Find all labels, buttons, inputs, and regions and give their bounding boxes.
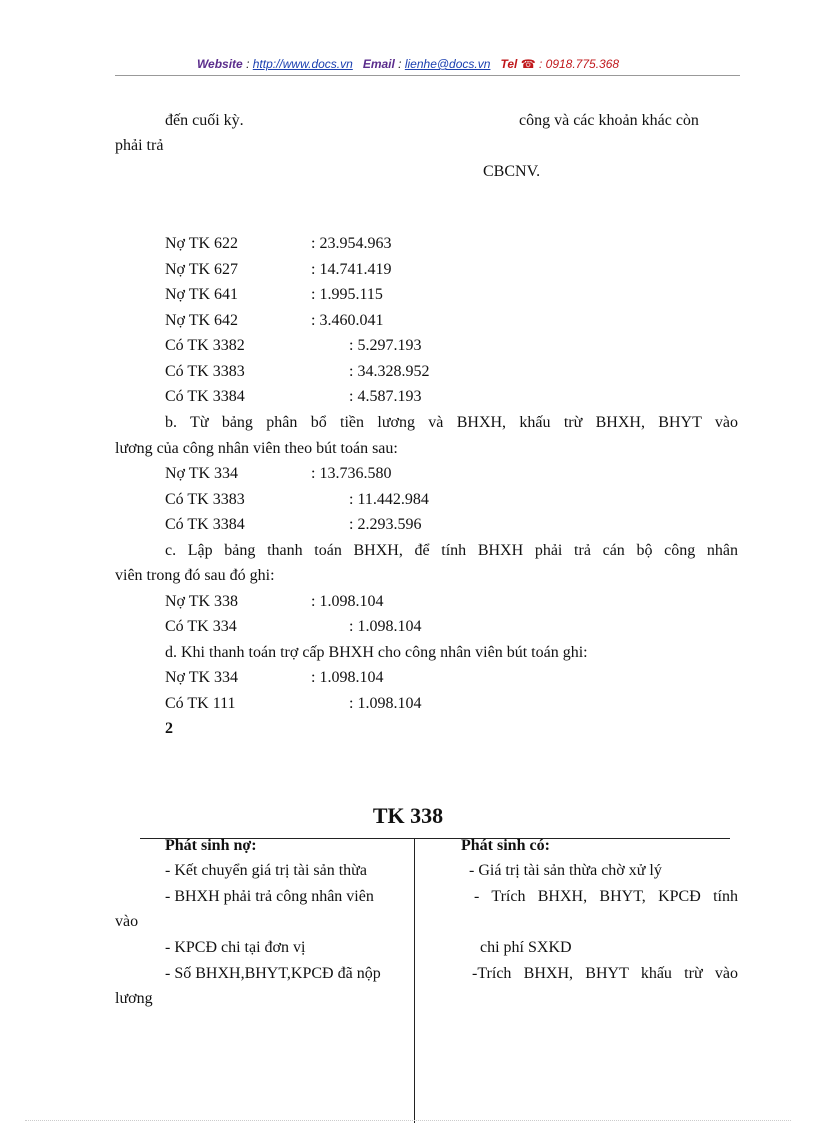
website-label: Website	[196, 57, 243, 71]
entry1-2-account: Nợ TK 641	[165, 286, 239, 303]
b-entry-0-account: Nợ TK 334	[165, 465, 239, 482]
entry1-5-amount: : 34.328.952	[349, 363, 430, 380]
entry1-2-amount: : 1.995.115	[311, 286, 383, 303]
phone-number: : 0918.775.368	[535, 57, 620, 71]
entry1-1-amount: : 14.741.419	[311, 261, 392, 278]
entry1-3-amount: : 3.460.041	[311, 312, 384, 329]
credit-header: Phát sinh có:	[461, 837, 550, 854]
phone-icon: ☎	[520, 57, 536, 71]
d-line1: d. Khi thanh toán trợ cấp BHXH cho công nhân viên bút toán ghi:	[165, 644, 588, 661]
entry1-0-account: Nợ TK 622	[165, 235, 239, 252]
debit-item-5: lương	[115, 990, 153, 1007]
entry1-5-account: Có TK 3383	[165, 363, 245, 380]
top-line1-right: công và các khoản khác còn	[519, 112, 699, 129]
email-link[interactable]: lienhe@docs.vn	[404, 57, 491, 71]
d-entry-1-amount: : 1.098.104	[349, 695, 422, 712]
page-bottom-border	[25, 1120, 791, 1121]
debit-item-4: - Số BHXH,BHYT,KPCĐ đã nộp	[165, 965, 381, 982]
b-entry-0-amount: : 13.736.580	[311, 465, 392, 482]
credit-item-2: chi phí SXKD	[480, 939, 572, 956]
credit-item-1: - Trích BHXH, BHYT, KPCĐ tính	[474, 888, 738, 905]
debit-item-2: vào	[115, 913, 139, 930]
top-line3: CBCNV.	[483, 163, 541, 180]
entry1-4-account: Có TK 3382	[165, 337, 245, 354]
entry1-4-amount: : 5.297.193	[349, 337, 422, 354]
page-header	[0, 57, 816, 71]
top-line1-left: đến cuối kỳ.	[165, 112, 244, 129]
website-sep: :	[242, 57, 253, 71]
d-entry-0-account: Nợ TK 334	[165, 669, 239, 686]
top-line2: phải trả	[115, 137, 164, 154]
c-entry-1-account: Có TK 334	[165, 618, 237, 635]
c-line1: c. Lập bảng thanh toán BHXH, để tính BHXH phải trả cán bộ công nhân	[165, 542, 738, 559]
d-entry-0-amount: : 1.098.104	[311, 669, 384, 686]
debit-item-0: - Kết chuyển giá trị tài sản thừa	[165, 862, 367, 879]
b-entry-2-account: Có TK 3384	[165, 516, 245, 533]
b-line1: b. Từ bảng phân bổ tiền lương và BHXH, khấu trừ BHXH, BHYT vào	[165, 414, 738, 431]
b-entry-2-amount: : 2.293.596	[349, 516, 422, 533]
b-entry-1-amount: : 11.442.984	[349, 491, 429, 508]
website-link[interactable]: http://www.docs.vn	[252, 57, 353, 71]
d-entry-1-account: Có TK 111	[165, 695, 236, 712]
email-sep: :	[394, 57, 405, 71]
c-line2: viên trong đó sau đó ghi:	[115, 567, 275, 584]
section-number: 2	[165, 720, 173, 737]
header-rule	[115, 75, 740, 76]
debit-item-1: - BHXH phải trả công nhân viên	[165, 888, 374, 905]
entry1-0-amount: : 23.954.963	[311, 235, 392, 252]
c-entry-0-amount: : 1.098.104	[311, 593, 384, 610]
t-account-vertical-line	[414, 838, 415, 1123]
debit-header: Phát sinh nợ:	[165, 837, 257, 854]
c-entry-1-amount: : 1.098.104	[349, 618, 422, 635]
debit-item-3: - KPCĐ chi tại đơn vị	[165, 939, 306, 956]
entry1-3-account: Nợ TK 642	[165, 312, 239, 329]
entry1-6-account: Có TK 3384	[165, 388, 245, 405]
credit-item-3: -Trích BHXH, BHYT khấu trừ vào	[472, 965, 738, 982]
entry1-1-account: Nợ TK 627	[165, 261, 239, 278]
b-entry-1-account: Có TK 3383	[165, 491, 245, 508]
credit-item-0: - Giá trị tài sản thừa chờ xử lý	[469, 862, 662, 879]
entry1-6-amount: : 4.587.193	[349, 388, 422, 405]
b-line2: lương của công nhân viên theo bút toán sau:	[115, 440, 398, 457]
c-entry-0-account: Nợ TK 338	[165, 593, 239, 610]
email-label: Email	[362, 57, 395, 71]
tel-label: Tel	[500, 57, 518, 71]
t-account-title: TK 338	[372, 803, 444, 828]
